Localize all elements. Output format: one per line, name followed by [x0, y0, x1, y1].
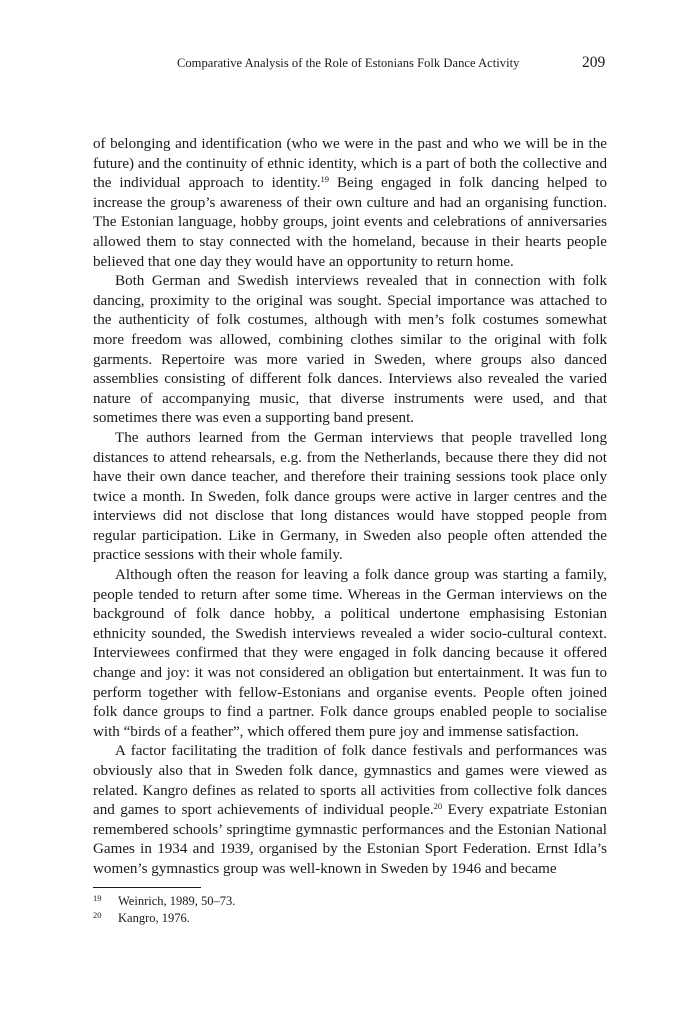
paragraph-1	[93, 135, 607, 272]
paragraph-2: Both German and Swedish interviews revealed that in connection with folk dancing, proximity to the original was sought. Special importance was attached to the authenticity of folk costumes, although with men’s folk costumes somewhat more freedom was allowed, combining clothes similar to the original with folk garments. Repertoire was more varied in Sweden, where groups also danced assemblies consisting of different folk dances. Interviews also revealed the varied nature of accompanying music, that diverse instruments were used, and that sometimes there was even a supporting band present.	[93, 273, 607, 427]
paragraph-5-part-a: A factor facilitating the tradition of folk dance festivals and performances was obviously also that in Sweden folk dance, gymnastics and games were viewed as related. Kangro defines as related to sports all activities from collective folk dances and games to sport achievements of individual people.	[93, 743, 607, 819]
page-number: 209	[582, 54, 606, 71]
footnotes	[93, 893, 607, 927]
footnote-ref-20[interactable]: 20	[433, 801, 443, 812]
footnote-number: 20	[93, 910, 102, 920]
paragraph-1-part-b: Being engaged in folk dancing helped to increase the group’s awareness of their own culture and had an organising function. The Estonian language, hobby groups, joint events and celebrations of anniversaries allowed them to stay connected with the homeland, because in their hearts people believed that one day they would have an opportunity to return home.	[93, 175, 607, 270]
footnote-19	[93, 893, 607, 910]
footnote-text: Weinrich, 1989, 50–73.	[118, 894, 236, 908]
footnote-divider	[93, 887, 201, 888]
running-head	[0, 54, 700, 74]
paragraph-1-part-a: of belonging and identification (who we were in the past and who we will be in the future) and the continuity of ethnic identity, which is a part of both the collective and the individual approach to identity.	[93, 136, 607, 192]
paragraph-5	[93, 742, 607, 879]
paragraph-4: Although often the reason for leaving a folk dance group was starting a family, people tended to return after some time. Whereas in the German interviews on the background of folk dance hobby, a political undertone emphasising Estonian ethnicity sounded, the Swedish interviews revealed a wider socio-cultural context. Interviewees confirmed that they were engaged in folk dancing because it offered change and joy: it was not considered an obligation but entertainment. It was fun to perform together with fellow-Estonians and organise events. People often joined folk dance groups to find a partner. Folk dance groups enabled people to socialise with “birds of a feather”, which offered them pure joy and immense satisfaction.	[93, 567, 607, 740]
paragraph-3: The authors learned from the German interviews that people travelled long distances to attend rehearsals, e.g. from the Netherlands, because there they did not have their own dance teacher, and therefore their training sessions took place only twice a month. In Sweden, folk dance groups were active in larger centres and the interviews did not disclose that long distances would have stopped people from regular participation. Like in Germany, in Sweden also people often attended the practice sessions with their whole family.	[93, 429, 607, 564]
paragraph-5-part-b: Every expatriate Estonian remembered schools’ springtime gymnastic performances and the Estonian National Games in 1934 and 1939, organised by the Estonian Sport Federation. Ernst Idla’s women’s gymnastics group was well-known in Sweden by 1946 and became	[93, 802, 607, 877]
body-text	[93, 135, 607, 880]
footnote-number: 19	[93, 893, 102, 903]
footnote-20	[93, 910, 607, 927]
footnote-text: Kangro, 1976.	[118, 911, 190, 925]
footnote-ref-19[interactable]: 19	[320, 174, 330, 185]
running-title: Comparative Analysis of the Role of Estonians Folk Dance Activity	[177, 56, 520, 70]
